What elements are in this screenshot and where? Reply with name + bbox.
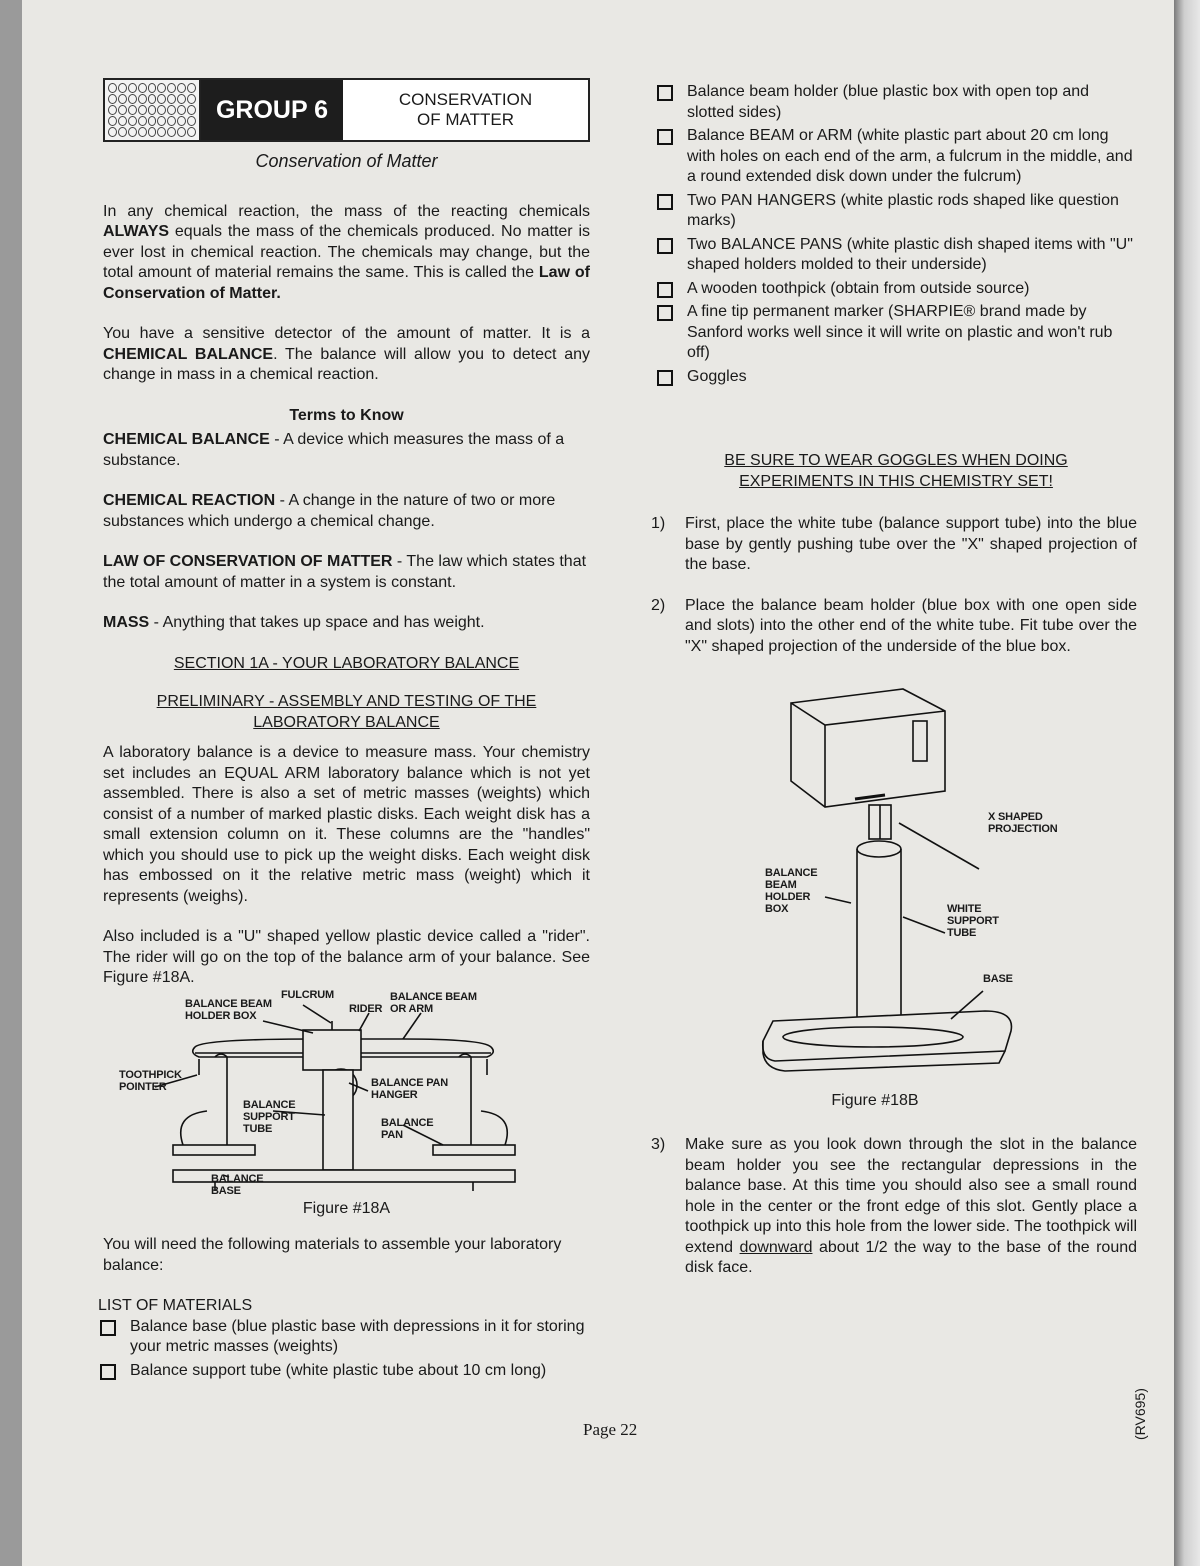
label-x-projection: X SHAPED PROJECTION [988, 811, 1058, 835]
well-icon [167, 94, 176, 104]
term-chemical-balance: CHEMICAL BALANCE - A device which measures the mass of a substance. [103, 431, 565, 469]
list-item: Balance base (blue plastic base with depressions in it for storing your metric masses (weights) [98, 1317, 590, 1358]
checkbox[interactable] [657, 305, 673, 321]
well-icon [118, 127, 127, 137]
list-item: Goggles [655, 367, 1137, 388]
label-beam-holder-box: BALANCE BEAM HOLDER BOX [765, 867, 818, 915]
well-icon [148, 94, 157, 104]
well-icon [108, 83, 117, 93]
checkbox[interactable] [657, 194, 673, 210]
step-2: 2) Place the balance beam holder (blue box with one open side and slots) into the other end of the white tube. Fit tube over the "X" shaped projection of the underside of the blue box. [651, 596, 1137, 655]
label-base: BASE [983, 973, 1013, 985]
checkbox[interactable] [657, 85, 673, 101]
binding-edge [1174, 0, 1200, 1566]
well-icon [157, 94, 166, 104]
label-base: BALANCE BASE [211, 1172, 264, 1197]
well-icon [177, 105, 186, 115]
checkbox[interactable] [657, 129, 673, 145]
list-item: Balance beam holder (blue plastic box with open top and slotted sides) [655, 82, 1137, 123]
well-icon [108, 94, 117, 104]
microplate-icon [105, 80, 201, 140]
balance-description: A laboratory balance is a device to measure mass. Your chemistry set includes an EQUAL ARM laboratory balance which is not yet assembled. There is also a set of metric masses (weights) which consist of a number of marked plastic disks. Each weight disk has a small extension column on it. These columns are the "handles" which you should use to pick up the weight disks. Each weight disk has embossed on it the relative metric mass (weight) which it represents (weighs). [103, 744, 590, 905]
figure-18b [655, 681, 1137, 1121]
materials-list-right [655, 82, 1137, 387]
checkbox[interactable] [657, 238, 673, 254]
well-icon [187, 127, 196, 137]
well-icon [148, 127, 157, 137]
balance-assembly-drawing [103, 995, 590, 1213]
well-icon [187, 105, 196, 115]
well-icon [118, 83, 127, 93]
well-icon [177, 116, 186, 126]
list-item: Balance support tube (white plastic tube about 10 cm long) [98, 1361, 590, 1382]
list-heading: LIST OF MATERIALS [98, 1297, 253, 1314]
well-icon [148, 83, 157, 93]
term-mass: MASS - Anything that takes up space and has weight. [103, 614, 485, 631]
section-title: SECTION 1A - YOUR LABORATORY BALANCE [173, 654, 520, 672]
well-icon [157, 127, 166, 137]
list-item: Balance BEAM or ARM (white plastic part about 20 cm long with holes on each end of the arm, a fulcrum in the middle, and a round extended disk down under the fulcrum) [655, 126, 1137, 188]
well-icon [118, 105, 127, 115]
label-fulcrum: FULCRUM [281, 988, 334, 1001]
list-item: Two BALANCE PANS (white plastic dish shaped items with "U" shaped holders molded to their underside) [655, 235, 1137, 276]
well-icon [108, 116, 117, 126]
list-item: A wooden toothpick (obtain from outside source) [655, 279, 1137, 300]
label-support-tube: WHITE SUPPORT TUBE [947, 903, 999, 939]
page-number: Page 22 [583, 1420, 638, 1439]
balance-support-drawing [655, 681, 1137, 1121]
well-icon [148, 105, 157, 115]
step-3: 3) Make sure as you look down through the slot in the balance beam holder you see the rectangular depressions in the balance base. At this time you should also see a small round hole in the center or the front edge of this slot. Gently place a toothpick up into this hole from the lower side. The toothpick will extend downward about 1/2 the way to the base of the round disk face. [651, 1136, 1138, 1276]
figure-18a-caption: Figure #18A [302, 1199, 391, 1217]
term-law-conservation: LAW OF CONSERVATION OF MATTER - The law which states that the total amount of matter in a system is constant. [103, 553, 587, 591]
well-icon [138, 116, 147, 126]
well-icon [167, 105, 176, 115]
materials-list-left [98, 1317, 590, 1382]
well-icon [138, 105, 147, 115]
well-icon [128, 105, 137, 115]
well-icon [157, 116, 166, 126]
rider-description: Also included is a "U" shaped yellow plastic device called a "rider". The rider will go on the top of the balance arm of your balance. See Figure #18A. [103, 928, 590, 986]
well-icon [187, 116, 196, 126]
list-item: A fine tip permanent marker (SHARPIE® brand made by Sanford works well since it will write on plastic and won't rub off) [655, 302, 1137, 364]
well-icon [167, 83, 176, 93]
well-icon [177, 94, 186, 104]
well-icon [138, 83, 147, 93]
well-icon [128, 116, 137, 126]
well-icon [128, 83, 137, 93]
chapter-title: CONSERVATION OF MATTER [398, 90, 533, 129]
intro-paragraph-1: In any chemical reaction, the mass of the reacting chemicals ALWAYS equals the mass of the chemicals produced. No matter is ever lost in chemical reaction. The chemicals may change, but the total amount of material remains the same. This is called the Law of Conservation of Matter. [103, 202, 590, 302]
well-icon [157, 105, 166, 115]
checkbox[interactable] [657, 370, 673, 386]
well-icon [128, 94, 137, 104]
well-icon [167, 127, 176, 137]
label-support-tube: BALANCE SUPPORT TUBE [243, 1098, 296, 1135]
step-1: 1) First, place the white tube (balance support tube) into the blue base by gently pushing tube over the "X" shaped projection of the base. [651, 515, 1137, 573]
terms-heading: Terms to Know [289, 406, 404, 424]
well-icon [187, 83, 196, 93]
well-icon [167, 116, 176, 126]
label-pan-hanger: BALANCE PAN HANGER [371, 1076, 449, 1101]
figure-18b-caption: Figure #18B [831, 1092, 919, 1109]
preliminary-title: PRELIMINARY - ASSEMBLY AND TESTING OF THE LABORATORY BALANCE [156, 693, 537, 731]
well-icon [187, 94, 196, 104]
well-icon [138, 127, 147, 137]
well-icon [157, 83, 166, 93]
goggles-warning: BE SURE TO WEAR GOGGLES WHEN DOING EXPERIMENTS IN THIS CHEMISTRY SET! [724, 452, 1068, 490]
well-icon [118, 94, 127, 104]
document-code: (RV695) [1132, 1388, 1148, 1440]
label-rider: RIDER [349, 1002, 383, 1015]
well-icon [138, 94, 147, 104]
list-item: Two PAN HANGERS (white plastic rods shaped like question marks) [655, 191, 1137, 232]
label-beam-arm: BALANCE BEAM OR ARM [390, 990, 477, 1015]
label-pan: BALANCE PAN [381, 1116, 434, 1141]
well-icon [148, 116, 157, 126]
subtitle: Conservation of Matter [255, 151, 438, 171]
group-label: GROUP 6 [201, 80, 343, 140]
intro-paragraph-2: You have a sensitive detector of the amount of matter. It is a CHEMICAL BALANCE. The balance will allow you to detect any change in mass in a chemical reaction. [103, 325, 590, 383]
right-column [651, 82, 1138, 1279]
left-column [98, 78, 590, 1384]
well-icon [177, 127, 186, 137]
label-beam-holder: BALANCE BEAM HOLDER BOX [185, 997, 272, 1022]
figure-18a [103, 988, 590, 1213]
checkbox[interactable] [100, 1364, 116, 1380]
materials-intro: You will need the following materials to assemble your laboratory balance: [103, 1236, 562, 1274]
well-icon [177, 83, 186, 93]
well-icon [108, 127, 117, 137]
label-toothpick: TOOTHPICK POINTER [119, 1068, 182, 1093]
checkbox[interactable] [100, 1320, 116, 1336]
term-chemical-reaction: CHEMICAL REACTION - A change in the nature of two or more substances which undergo a chemical change. [103, 492, 556, 530]
checkbox[interactable] [657, 282, 673, 298]
well-icon [118, 116, 127, 126]
group-header [103, 78, 590, 142]
well-icon [128, 127, 137, 137]
well-icon [108, 105, 117, 115]
